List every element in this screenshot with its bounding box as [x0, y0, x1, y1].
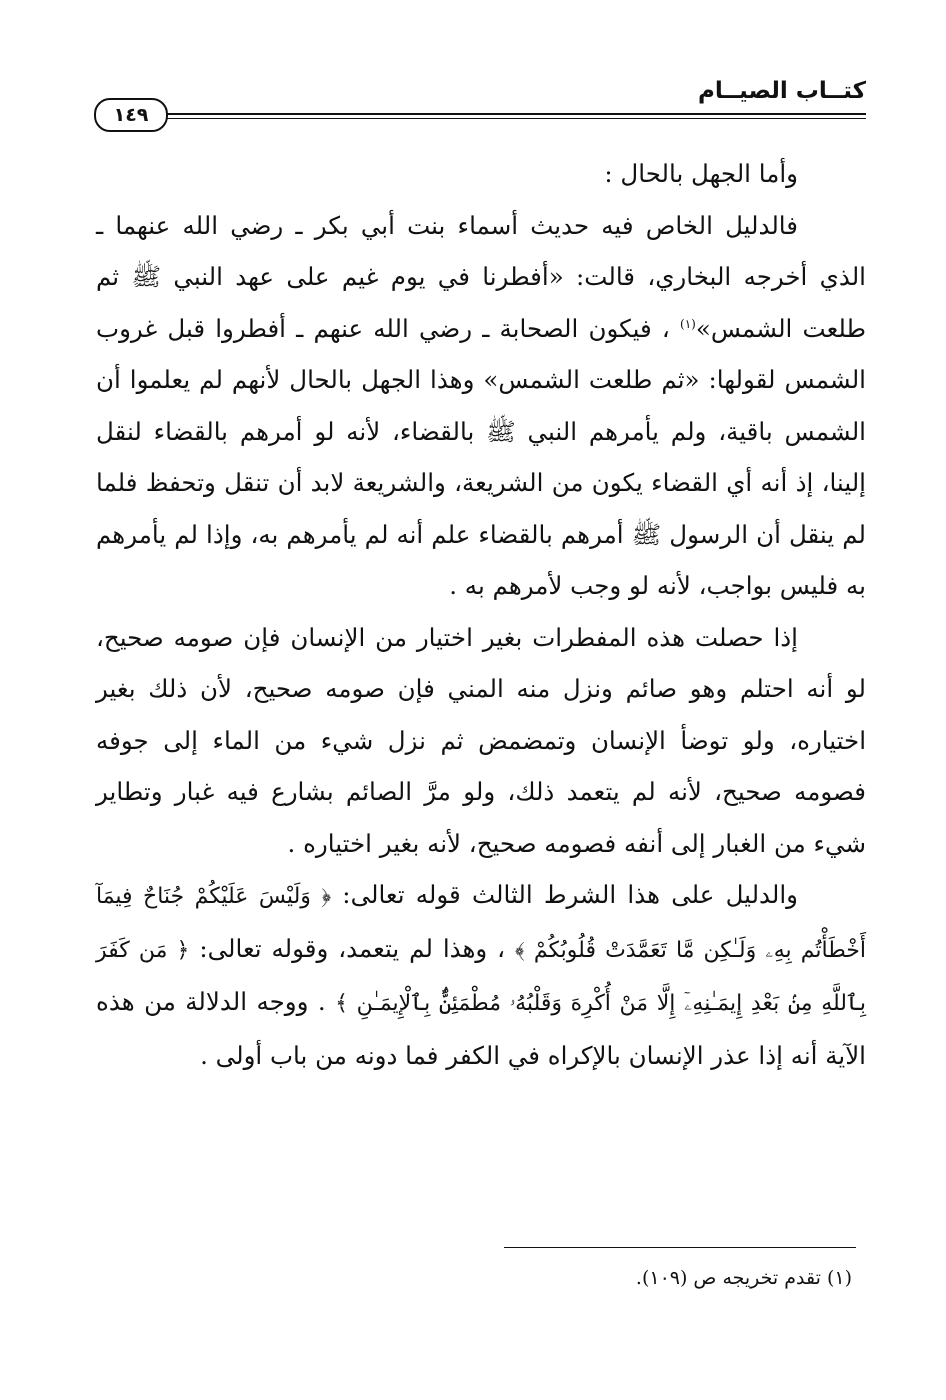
paragraph-text: . ووجه الدلالة من هذه الآية أنه إذا عذر الإنسان بالإكراه في الكفر فما دونه من باب أولى . — [96, 987, 866, 1070]
paragraph-hadith-evidence — [96, 200, 866, 612]
paragraph-text: ، وهذا لم يتعمد، وقوله تعالى: — [189, 933, 516, 963]
section-subheading: وأما الجهل بالحال : — [604, 159, 798, 188]
page-number-badge: ١٤٩ — [94, 98, 168, 132]
quran-verse: ﴿ مَن كَفَرَ بِٱللَّهِ مِنۢ بَعْدِ إِيمَـٰنِهِۦٓ إِلَّا مَنْ أُكْرِهَ وَقَلْبُهُۥ مُطْمَئِنٌّۢ بِٱلْإِيمَـٰنِ ﴾ — [96, 937, 866, 1016]
paragraph-text: فالدليل الخاص فيه حديث أسماء بنت أبي بكر ـ رضي الله عنهما ـ الذي أخرجه البخاري، قالت: «أفطرنا في يوم غيم على عهد النبي ﷺ ثم طلعت الشمس» — [96, 210, 866, 343]
paragraph-quranic-evidence — [96, 869, 866, 1081]
footnote-separator — [504, 1247, 856, 1248]
paragraph-text: ، فيكون الصحابة ـ رضي الله عنهم ـ أفطروا قبل غروب الشمس لقولها: «ثم طلعت الشمس» وهذا الجهل بالحال لأنهم لم يعلموا أن الشمس باقية، ولم يأمرهم النبي ﷺ بالقضاء، لأنه لو أمرهم بالقضاء لنقل إلينا، إذ أنه أي القضاء يكون من الشريعة، والشريعة لابد أن تنقل وتحفظ فلما لم ينقل أن الرسول ﷺ أمرهم بالقضاء علم أنه لم يأمرهم به، وإذا لم يأمرهم به فليس بواجب، لأنه لو وجب لأمرهم به . — [96, 313, 866, 600]
running-header-title: كتــاب الصيــام — [697, 78, 866, 104]
paragraph-involuntary-breakers: إذا حصلت هذه المفطرات بغير اختيار من الإنسان فإن صومه صحيح، لو أنه احتلم وهو صائم ونزل منه المني فإن صومه صحيح، لأن ذلك بغير اختياره، ولو توضأ الإنسان وتمضمض ثم نزل شيء من الماء إلى جوفه فصومه صحيح، لأنه لم يتعمد ذلك، ولو مرَّ الصائم بشارع فيه غبار وتطاير شيء من الغبار إلى أنفه فصومه صحيح، لأنه بغير اختياره . — [96, 622, 866, 858]
footnote: (١) تقدم تخريجه ص (١٠٩). — [635, 1267, 852, 1289]
quran-verse: ﴿ وَلَيْسَ عَلَيْكُمْ جُنَاحٌ فِيمَآ أَخْطَأْتُم بِهِۦ وَلَـٰكِن مَّا تَعَمَّدَتْ قُلُوبُكُمْ ﴾ — [96, 884, 866, 963]
header-rule-thin — [150, 118, 866, 119]
paragraph-text: والدليل على هذا الشرط الثالث قوله تعالى: — [331, 880, 798, 909]
footnote-reference: (١) — [680, 316, 696, 331]
header-rule — [150, 113, 866, 115]
main-text — [96, 148, 866, 1081]
